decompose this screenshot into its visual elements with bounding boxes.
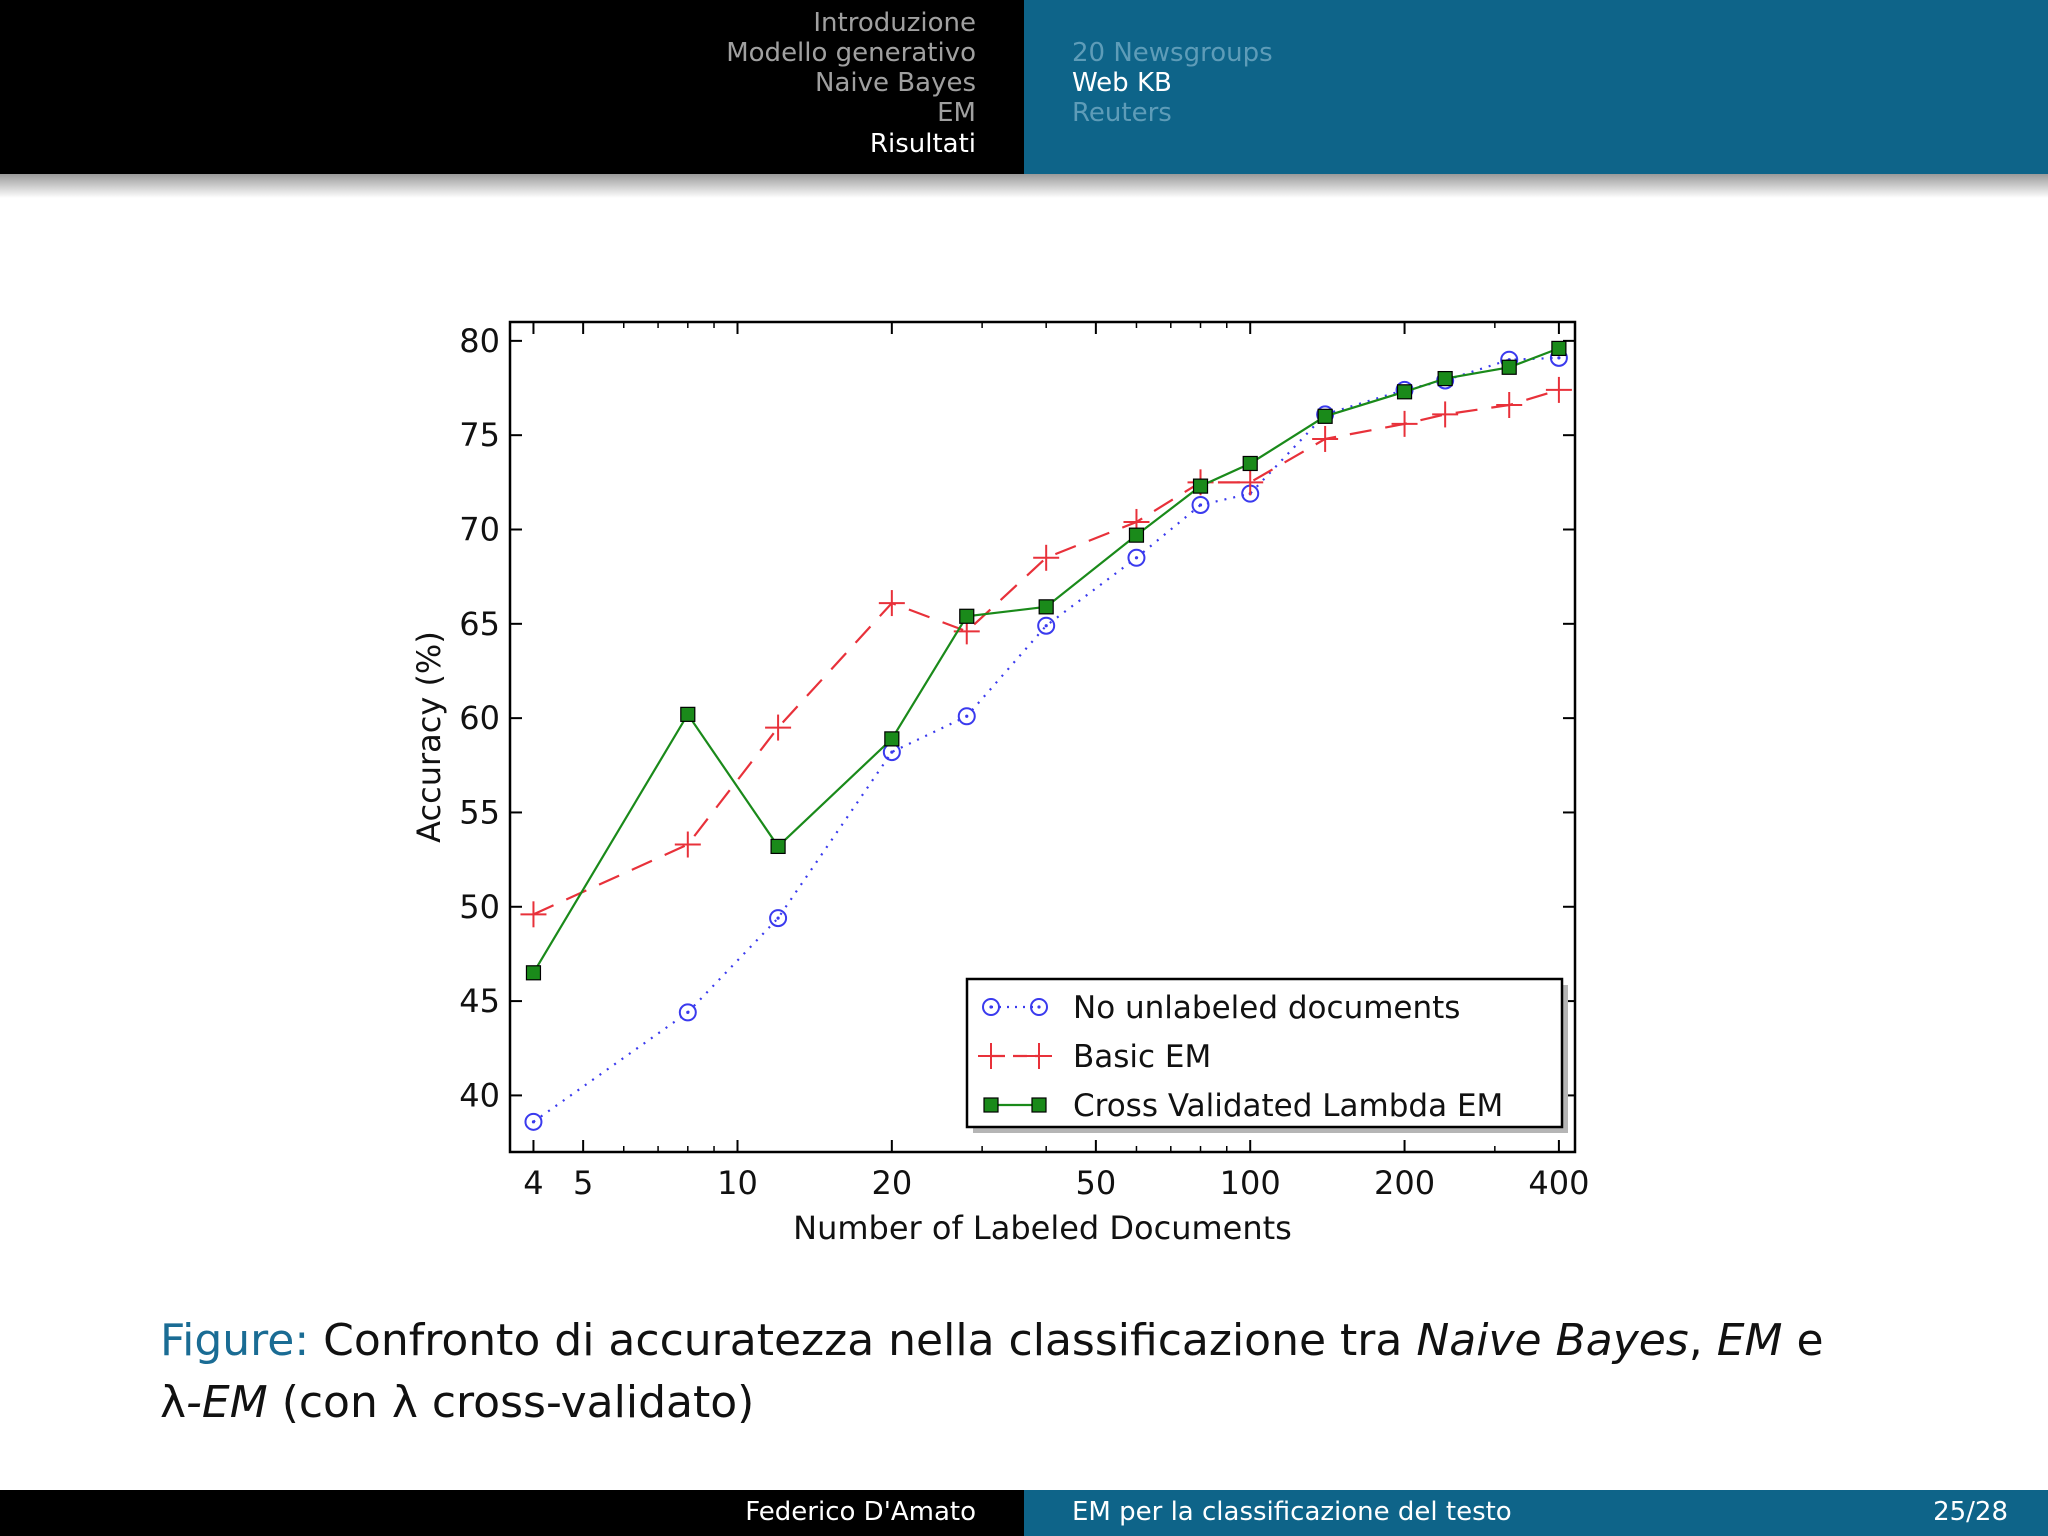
- data-point-square: [1318, 409, 1332, 423]
- nav-subsection-20-newsgroups[interactable]: 20 Newsgroups: [1072, 38, 1273, 68]
- nav-subsection-web-kb[interactable]: Web KB: [1072, 68, 1172, 98]
- data-point-square: [885, 732, 899, 746]
- x-tick-label: 4: [523, 1164, 544, 1202]
- header-shadow: [0, 174, 2048, 198]
- y-tick-label: 55: [459, 793, 500, 832]
- legend-label: Basic EM: [1073, 1039, 1212, 1075]
- data-point-square: [771, 839, 785, 853]
- data-point-square: [1243, 456, 1257, 470]
- y-tick-label: 80: [459, 321, 500, 360]
- data-point-square: [1398, 385, 1412, 399]
- legend-label: Cross Validated Lambda EM: [1073, 1088, 1504, 1124]
- y-tick-label: 50: [459, 887, 500, 926]
- y-tick-label: 75: [459, 416, 500, 455]
- y-tick-label: 45: [459, 982, 500, 1021]
- caption-text: Confronto di accuratezza nella classificazione tra: [323, 1315, 1403, 1366]
- header-right-panel: [1024, 0, 2048, 174]
- caption-text-2: (con λ cross-validato): [281, 1377, 755, 1428]
- data-point-center: [532, 1120, 535, 1123]
- y-axis-label: Accuracy (%): [410, 631, 448, 843]
- x-tick-label: 100: [1219, 1164, 1281, 1202]
- y-tick-label: 60: [459, 699, 500, 738]
- data-point-square: [1129, 528, 1143, 542]
- data-point-square: [1552, 341, 1566, 355]
- data-point-center: [1045, 624, 1048, 627]
- y-tick-label: 70: [459, 510, 500, 549]
- x-tick-label: 400: [1528, 1164, 1590, 1202]
- y-tick-label: 65: [459, 604, 500, 643]
- caption-line-2: [160, 1372, 1920, 1434]
- footer-author: Federico D'Amato: [745, 1497, 976, 1527]
- data-point-square: [1032, 1098, 1046, 1112]
- caption-naive-bayes: Naive Bayes: [1416, 1315, 1689, 1366]
- x-axis-label: Number of Labeled Documents: [793, 1209, 1292, 1247]
- y-tick-label: 40: [459, 1076, 500, 1115]
- footer-title: EM per la classificazione del testo: [1072, 1497, 1512, 1527]
- footer-page-number[interactable]: 25/28: [1933, 1497, 2008, 1527]
- nav-subsection-reuters[interactable]: Reuters: [1072, 98, 1172, 128]
- nav-section-modello-generativo[interactable]: Modello generativo: [726, 38, 976, 68]
- nav-section-risultati[interactable]: Risultati: [869, 129, 976, 159]
- nav-section-naive-bayes[interactable]: Naive Bayes: [815, 68, 976, 98]
- caption-em: EM: [1716, 1315, 1783, 1366]
- caption-lambda-em: -EM: [186, 1377, 268, 1428]
- x-tick-label: 200: [1374, 1164, 1436, 1202]
- data-point-center: [1199, 503, 1202, 506]
- data-point-center: [776, 916, 779, 919]
- caption-line-1: Figure: Confronto di accuratezza nella classificazione tra Naive Bayes, EM e: [160, 1315, 1824, 1366]
- x-tick-label: 10: [717, 1164, 758, 1202]
- data-point-center: [890, 750, 893, 753]
- nav-section-introduzione[interactable]: Introduzione: [813, 8, 976, 38]
- data-point-center: [686, 1011, 689, 1014]
- caption-conj: e: [1796, 1315, 1824, 1366]
- data-point-square: [1438, 372, 1452, 386]
- data-point-square: [1194, 479, 1208, 493]
- data-point-square: [960, 609, 974, 623]
- data-point-square: [1039, 600, 1053, 614]
- data-point-center: [989, 1005, 992, 1008]
- caption-label: Figure:: [160, 1315, 310, 1366]
- legend-label: No unlabeled documents: [1073, 990, 1461, 1026]
- caption-lambda: λ: [160, 1377, 187, 1428]
- nav-section-em[interactable]: EM: [937, 98, 976, 128]
- x-tick-label: 5: [572, 1164, 594, 1202]
- x-tick-label: 20: [871, 1164, 913, 1202]
- data-point-center: [1135, 556, 1138, 559]
- data-point-square: [1502, 360, 1516, 374]
- figure-caption: [160, 1310, 1920, 1434]
- x-tick-label: 50: [1075, 1164, 1117, 1202]
- data-point-square: [984, 1098, 998, 1112]
- data-point-center: [1037, 1005, 1040, 1008]
- data-point-square: [681, 707, 695, 721]
- accuracy-chart: [380, 300, 1600, 1260]
- data-point-center: [1557, 356, 1560, 359]
- data-point-center: [965, 715, 968, 718]
- data-point-square: [526, 966, 540, 980]
